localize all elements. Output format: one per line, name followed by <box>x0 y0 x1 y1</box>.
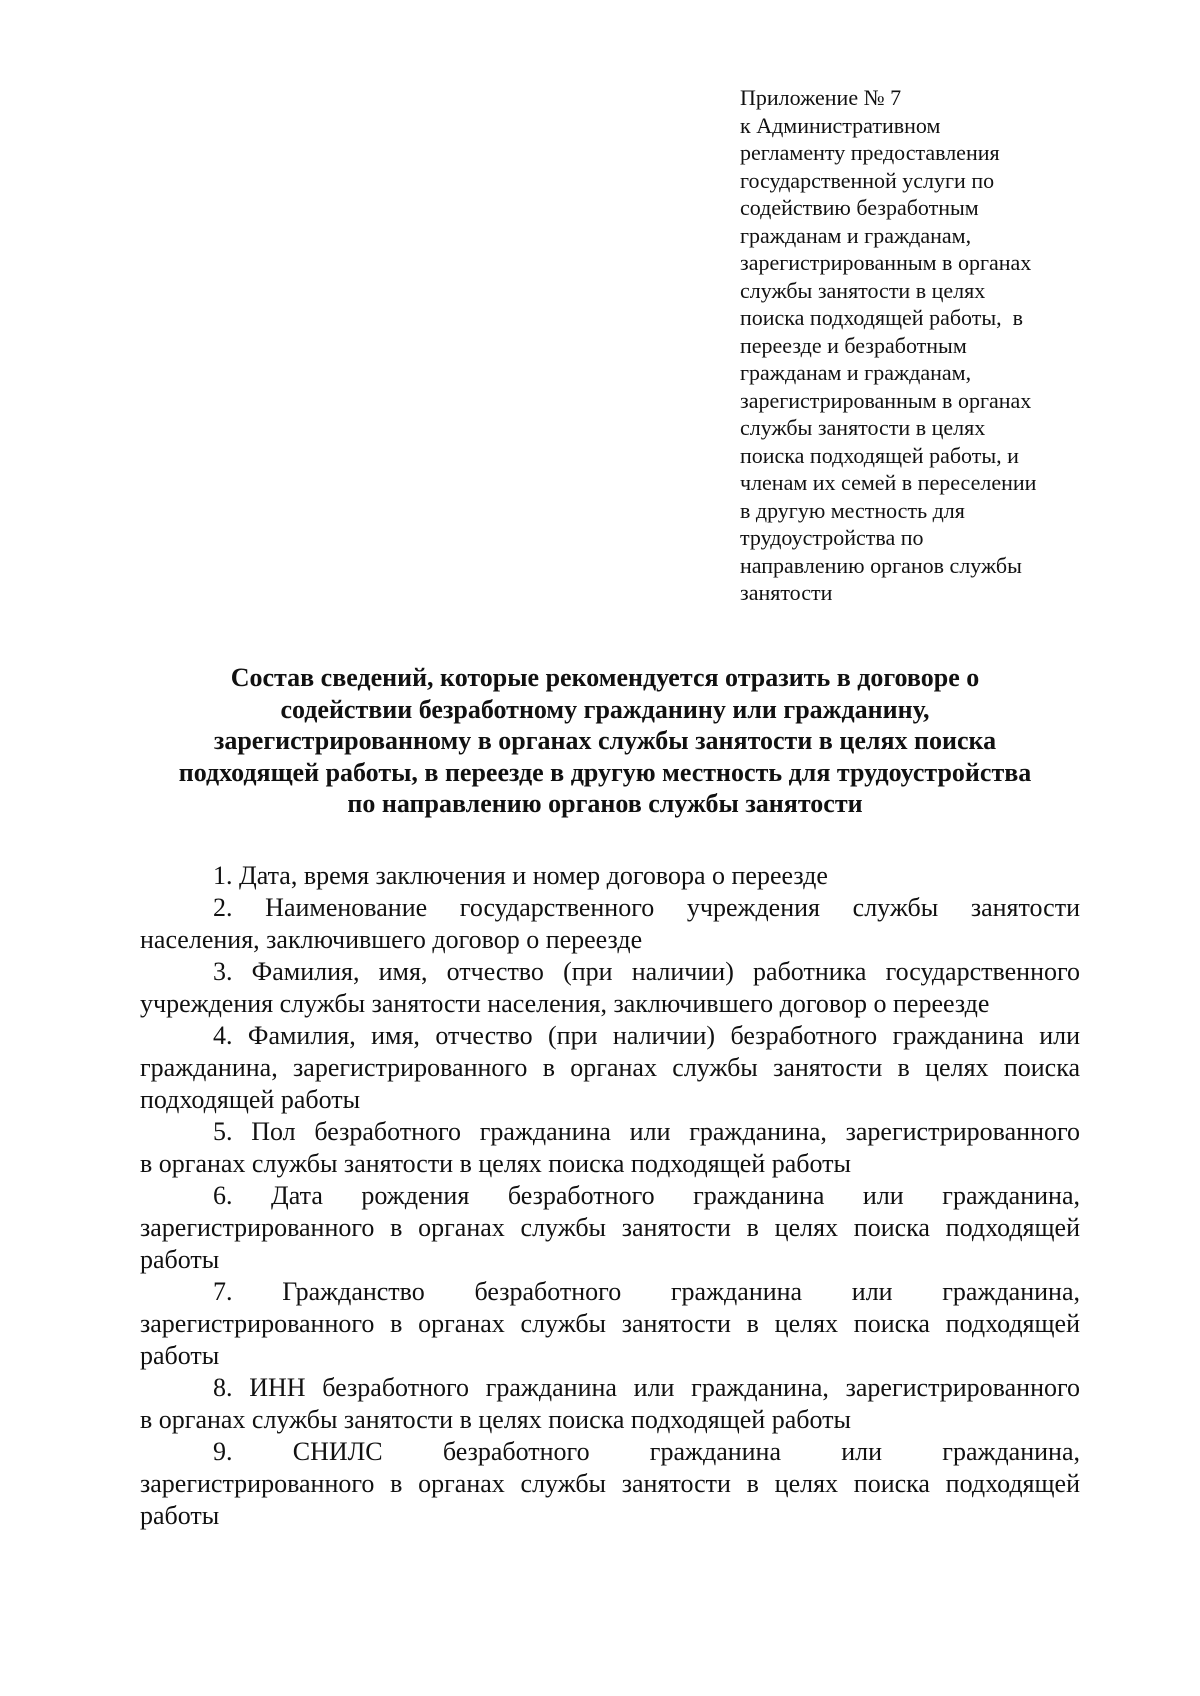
list-item-continuation <box>140 1052 1080 1116</box>
list-item-continuation-line: учреждения службы занятости населения, заключившего договор о переезде <box>140 989 990 1018</box>
list-item-continuation <box>140 924 1080 956</box>
list-item-first-line: 7. Гражданство безработного гражданина или гражданина, <box>213 1277 1080 1306</box>
appendix-line: службы занятости в целях <box>740 277 986 303</box>
list-item-first-line: 2. Наименование государственного учреждения службы занятости <box>213 893 1080 922</box>
title-line: по направлению органов службы занятости <box>347 789 863 818</box>
list-item-first-line: 9. СНИЛС безработного гражданина или гражданина, <box>213 1437 1080 1466</box>
appendix-line: Приложение № 7 <box>740 85 902 110</box>
list-item-first-line: 3. Фамилия, имя, отчество (при наличии) работника государственного <box>213 957 1080 986</box>
appendix-line: направлению органов службы <box>740 552 1022 578</box>
list-item-continuation-line: зарегистрированного в органах службы занятости в целях поиска подходящей <box>140 1213 1080 1242</box>
list-item <box>140 860 1080 892</box>
list-item-continuation-line: в органах службы занятости в целях поиска подходящей работы <box>140 1405 851 1434</box>
appendix-line: переезде и безработным <box>740 332 967 358</box>
list-item <box>140 1436 1080 1532</box>
appendix-header <box>740 84 1100 607</box>
appendix-line: содействию безработным <box>740 195 979 220</box>
document-title <box>130 662 1080 820</box>
list-item-first-line: 5. Пол безработного гражданина или гражданина, зарегистрированного <box>213 1117 1080 1146</box>
title-line: подходящей работы, в переезде в другую местность для трудоустройства <box>178 757 1032 787</box>
list-item <box>140 1276 1080 1372</box>
appendix-line: гражданам и гражданам, <box>740 360 972 385</box>
appendix-line: гражданам и гражданам, <box>740 222 972 248</box>
appendix-line: службы занятости в целях <box>740 415 986 440</box>
list-item-first-line: 6. Дата рождения безработного гражданина или гражданина, <box>213 1181 1080 1210</box>
list-item-continuation-line: работы <box>140 1245 220 1274</box>
title-line: Состав сведений, которые рекомендуется отразить в договоре о <box>230 663 980 692</box>
list-item-continuation <box>140 1404 1080 1436</box>
list-item-continuation-line: в органах службы занятости в целях поиска подходящей работы <box>140 1149 851 1178</box>
appendix-line: поиска подходящей работы, в <box>740 305 1024 330</box>
appendix-line: членам их семей в переселении <box>740 470 1037 495</box>
list-item-continuation-line: подходящей работы <box>140 1085 361 1114</box>
appendix-line: зарегистрированным в органах <box>740 387 1032 413</box>
list-item-continuation-line: работы <box>140 1501 220 1530</box>
list-item <box>140 1020 1080 1116</box>
appendix-line: в другую местность для <box>740 497 965 523</box>
appendix-line: занятости <box>740 580 833 605</box>
appendix-line: поиска подходящей работы, и <box>740 442 1019 468</box>
title-line: содействии безработному гражданину или гражданину, <box>280 694 930 724</box>
list-item <box>140 892 1080 956</box>
appendix-line: к Административном <box>740 112 941 138</box>
information-list <box>140 860 1080 1532</box>
list-item <box>140 1116 1080 1180</box>
list-item-first-line: 4. Фамилия, имя, отчество (при наличии) безработного гражданина или <box>213 1021 1080 1050</box>
list-item-continuation <box>140 988 1080 1020</box>
list-item-continuation-line: населения, заключившего договор о переезде <box>140 925 643 954</box>
list-item-continuation <box>140 1468 1080 1532</box>
list-item-first-line: 8. ИНН безработного гражданина или гражданина, зарегистрированного <box>213 1373 1080 1402</box>
list-item-continuation-line: работы <box>140 1341 220 1370</box>
list-item <box>140 1372 1080 1436</box>
list-item-continuation-line: зарегистрированного в органах службы занятости в целях поиска подходящей <box>140 1469 1080 1498</box>
list-item-continuation-line: зарегистрированного в органах службы занятости в целях поиска подходящей <box>140 1309 1080 1338</box>
list-item-continuation-line: гражданина, зарегистрированного в органах службы занятости в целях поиска <box>140 1053 1080 1082</box>
list-item-continuation <box>140 1212 1080 1276</box>
list-item <box>140 1180 1080 1276</box>
appendix-line: регламенту предоставления <box>740 140 1000 165</box>
list-item-continuation <box>140 1148 1080 1180</box>
list-item-first-line: 1. Дата, время заключения и номер договора о переезде <box>213 861 828 890</box>
list-item-continuation <box>140 1308 1080 1372</box>
title-line: зарегистрированному в органах службы занятости в целях поиска <box>213 726 997 755</box>
appendix-line: зарегистрированным в органах <box>740 250 1032 275</box>
list-item <box>140 956 1080 1020</box>
appendix-line: трудоустройства по <box>740 525 924 550</box>
appendix-line: государственной услуги по <box>740 167 995 193</box>
